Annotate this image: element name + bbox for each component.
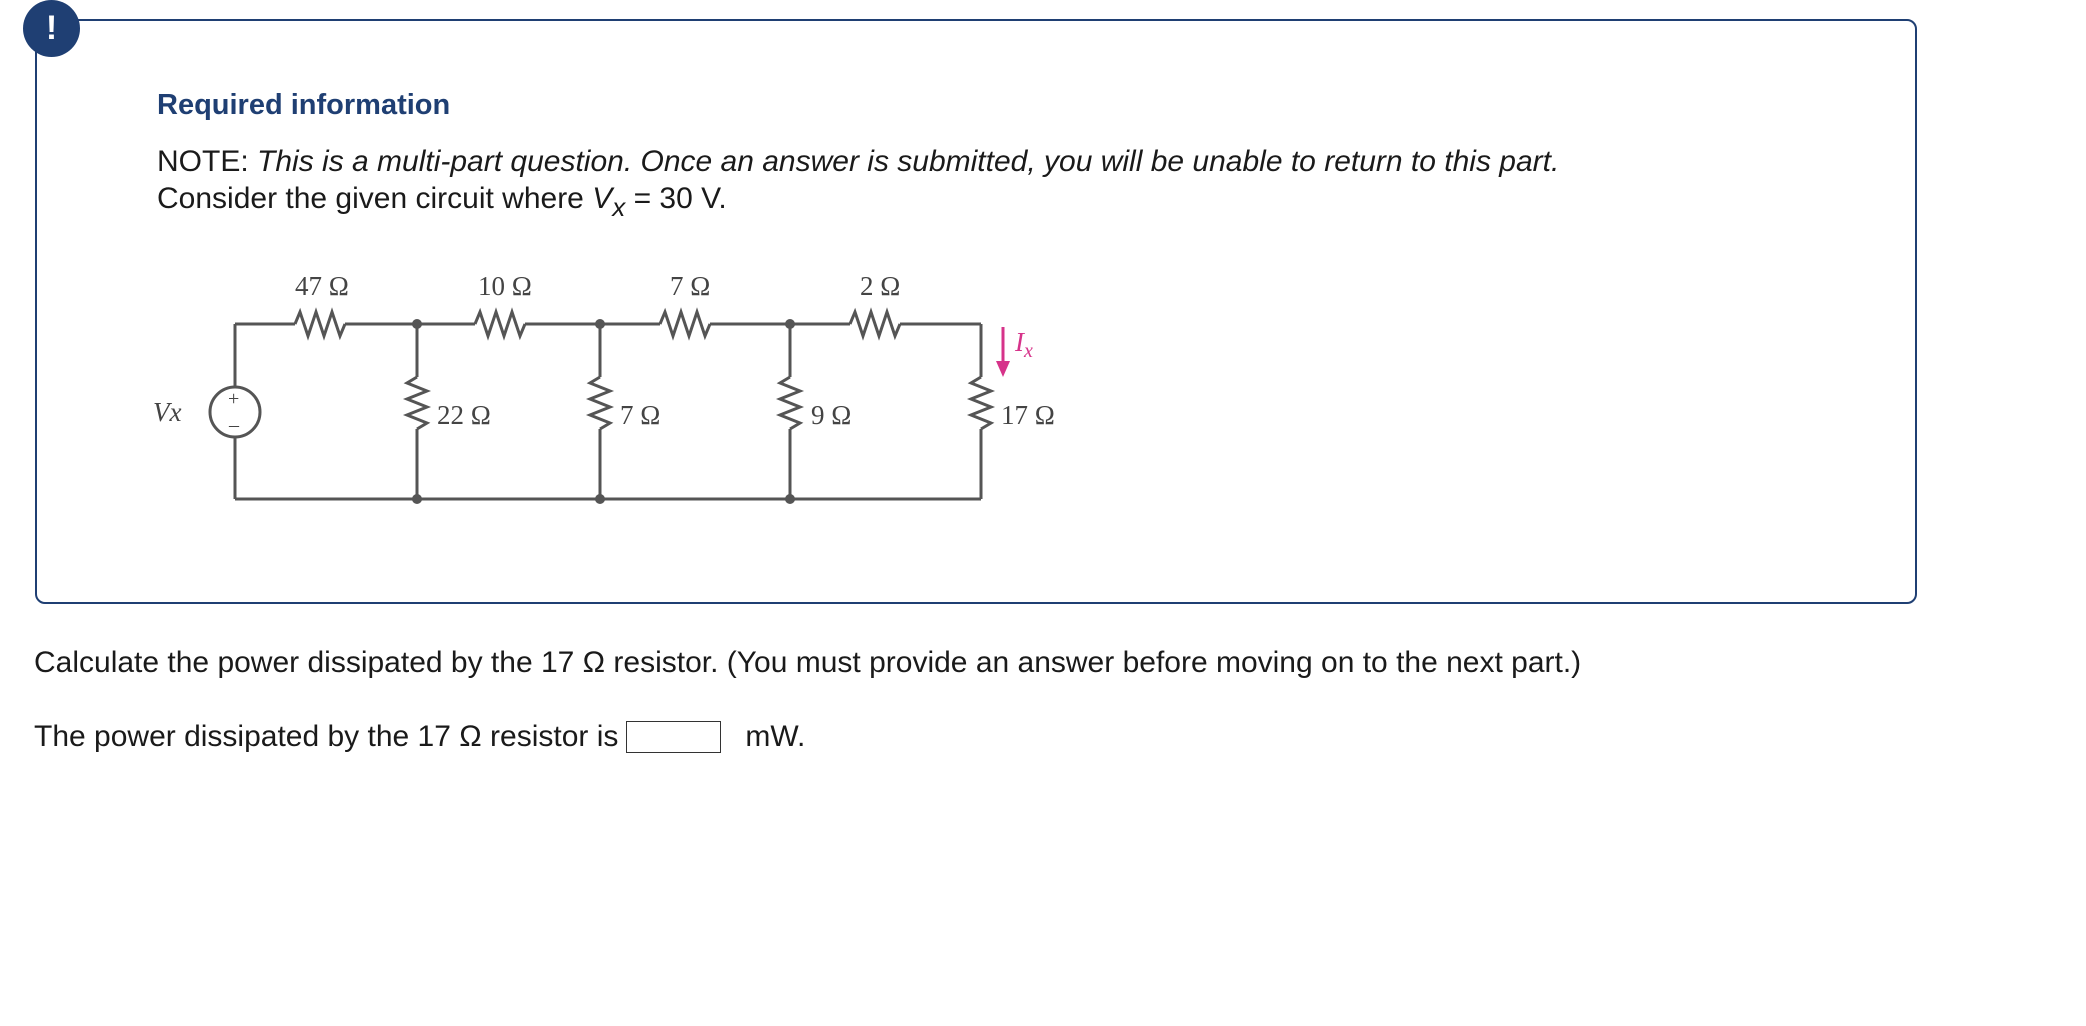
circuit-diagram	[145, 259, 1085, 529]
resistor-label-7-series: 7 Ω	[670, 271, 711, 301]
source-plus-sign: +	[228, 388, 240, 410]
resistor-label-47: 47 Ω	[295, 271, 349, 301]
power-answer-input[interactable]	[626, 721, 721, 753]
resistor-label-7-shunt: 7 Ω	[620, 400, 661, 430]
note-text	[157, 145, 1559, 179]
resistor-label-17: 17 Ω	[1001, 400, 1055, 430]
resistor-label-22: 22 Ω	[437, 400, 491, 430]
consider-prefix: Consider the given circuit where	[157, 182, 584, 215]
consider-suffix: = 30 V.	[633, 182, 727, 215]
source-label-vx: Vx	[153, 397, 182, 427]
vx-variable: $V_x$	[592, 182, 626, 222]
svg-text:Ix: $I_x$	[1015, 327, 1033, 362]
required-info-title: Required information	[157, 89, 451, 121]
note-label: NOTE:	[157, 145, 249, 178]
alert-icon: !	[23, 0, 80, 57]
resistor-label-2: 2 Ω	[860, 271, 901, 301]
current-arrow-ix	[996, 327, 1033, 377]
answer-row	[34, 720, 805, 754]
question-text: Calculate the power dissipated by the 17 Ω resistor. (You must provide an answer before moving on to the next part.)	[34, 646, 1582, 679]
source-minus-sign: –	[229, 414, 239, 436]
circuit-intro-text	[157, 182, 727, 223]
resistor-label-10: 10 Ω	[478, 271, 532, 301]
answer-prefix: The power dissipated by the 17 Ω resistor is	[34, 720, 619, 753]
note-italic-text: This is a multi-part question. Once an answer is submitted, you will be unable to return to this part.	[257, 145, 1560, 178]
answer-unit: mW.	[745, 720, 806, 753]
required-info-panel	[35, 19, 1917, 604]
resistor-label-9: 9 Ω	[811, 400, 852, 430]
